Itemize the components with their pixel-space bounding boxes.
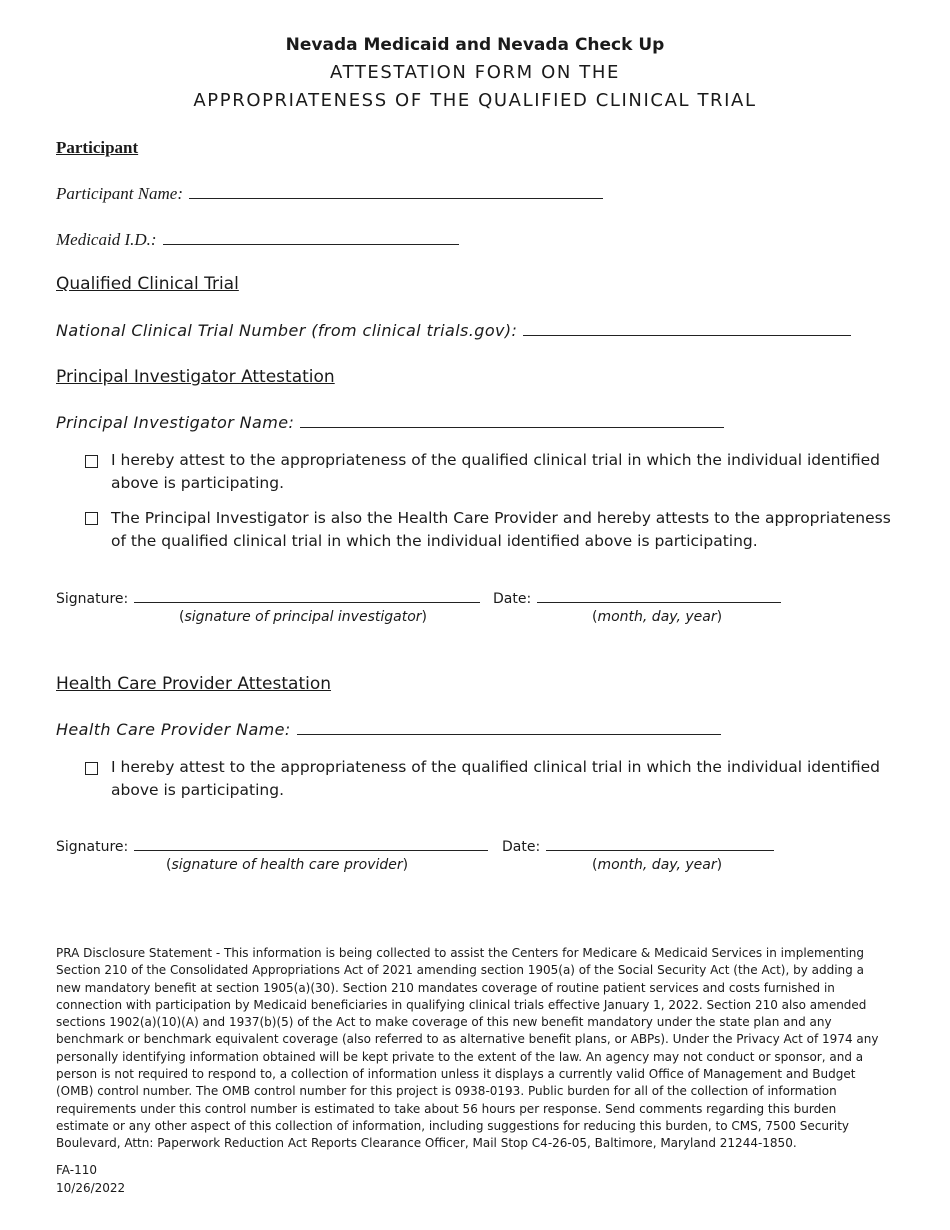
pi-is-hcp-checkbox[interactable] bbox=[85, 512, 98, 525]
pi-name-row bbox=[56, 413, 724, 432]
form-revision-date: 10/26/2022 bbox=[56, 1181, 126, 1195]
hcp-signature-label: Signature: bbox=[56, 839, 129, 855]
pi-date-row bbox=[493, 588, 781, 607]
pra-disclosure-statement: PRA Disclosure Statement - This information is being collected to assist the Centers for Medicare & Medicaid Services in implementing Section 210 of the Consolidated Appropriations Act of 2021 amending section 1905(a) of the Social Security Act (the Act), by adding a new mandatory benefit at section 1905(a)(30). Section 210 mandates coverage of routine patient services and costs furnished in connection with participation by Medicaid beneficiaries in qualifying clinical trials effective January 1, 2022. Section 210 also amended sections 1902(a)(10)(A) and 1937(b)(5) of the Act to make coverage of this new benefit mandatory under the state plan and any benchmark or benchmark equivalent coverage (also referred to as alternative benefit plans, or ABPs). Under the Privacy Act of 1974 any personally identifying information obtained will be kept private to the extent of the law. An agency may not conduct or sponsor, and a person is not required to respond to, a collection of information unless it displays a currently valid Office of Management and Budget (OMB) control number. The OMB control number for this project is 0938-0193. Public burden for all of the collection of information requirements under this control number is estimated to take about 56 hours per response. Send comments regarding this burden estimate or any other aspect of this collection of information, including suggestions for reducing this burden, to CMS, 7500 Security Boulevard, Attn: Paperwork Reduction Act Reports Clearance Officer, Mail Stop C4-26-05, Baltimore, Maryland 21244-1850. bbox=[56, 946, 879, 1151]
hcp-attest-text: I hereby attest to the appropriateness of the qualified clinical trial in which the individual identified above is participating. bbox=[111, 758, 880, 799]
participant-name-row bbox=[56, 184, 603, 204]
pi-name-label: Principal Investigator Name: bbox=[56, 413, 295, 432]
trial-number-row bbox=[56, 321, 851, 340]
medicaid-id-label: Medicaid I.D.: bbox=[56, 230, 157, 249]
hcp-heading: Health Care Provider Attestation bbox=[56, 674, 332, 694]
hcp-name-field[interactable] bbox=[297, 720, 721, 735]
form-title-line1: ATTESTATION FORM ON THE bbox=[330, 62, 620, 83]
pi-is-hcp-text: The Principal Investigator is also the Health Care Provider and hereby attests to the appropriateness of the qualified clinical trial in which the individual identified above is participating. bbox=[111, 509, 891, 550]
form-id: FA-110 bbox=[56, 1163, 97, 1177]
pi-signature-hint: (signature of principal investigator) bbox=[179, 609, 427, 625]
form-title-agency: Nevada Medicaid and Nevada Check Up bbox=[285, 35, 665, 55]
hcp-name-row bbox=[56, 720, 721, 739]
participant-name-field[interactable] bbox=[189, 184, 603, 199]
pi-signature-field[interactable] bbox=[134, 588, 480, 603]
trial-number-label: National Clinical Trial Number (from clinical trials.gov): bbox=[56, 321, 518, 340]
pi-signature-label: Signature: bbox=[56, 591, 129, 607]
hcp-date-label: Date: bbox=[502, 839, 541, 855]
medicaid-id-row bbox=[56, 230, 459, 250]
hcp-name-label: Health Care Provider Name: bbox=[56, 720, 291, 739]
form-title-line2: APPROPRIATENESS OF THE QUALIFIED CLINICAL TRIAL bbox=[193, 90, 757, 111]
hcp-date-field[interactable] bbox=[546, 836, 774, 851]
pi-heading: Principal Investigator Attestation bbox=[56, 367, 335, 387]
participant-name-label: Participant Name: bbox=[56, 184, 184, 203]
pi-attest-checkbox[interactable] bbox=[85, 455, 98, 468]
hcp-date-row bbox=[502, 836, 774, 855]
pi-date-label: Date: bbox=[493, 591, 532, 607]
medicaid-id-field[interactable] bbox=[163, 230, 459, 245]
hcp-signature-row bbox=[56, 836, 488, 855]
trial-number-field[interactable] bbox=[523, 321, 851, 336]
pi-date-hint: (month, day, year) bbox=[592, 609, 723, 625]
pi-name-field[interactable] bbox=[300, 413, 724, 428]
hcp-signature-hint: (signature of health care provider) bbox=[166, 857, 409, 873]
hcp-signature-field[interactable] bbox=[134, 836, 488, 851]
hcp-attest-checkbox[interactable] bbox=[85, 762, 98, 775]
pi-signature-row bbox=[56, 588, 480, 607]
trial-heading: Qualified Clinical Trial bbox=[56, 274, 239, 294]
pi-attest-text: I hereby attest to the appropriateness of the qualified clinical trial in which the individual identified above is participating. bbox=[111, 451, 880, 492]
participant-heading: Participant bbox=[56, 138, 139, 157]
pi-date-field[interactable] bbox=[537, 588, 781, 603]
hcp-date-hint: (month, day, year) bbox=[592, 857, 723, 873]
